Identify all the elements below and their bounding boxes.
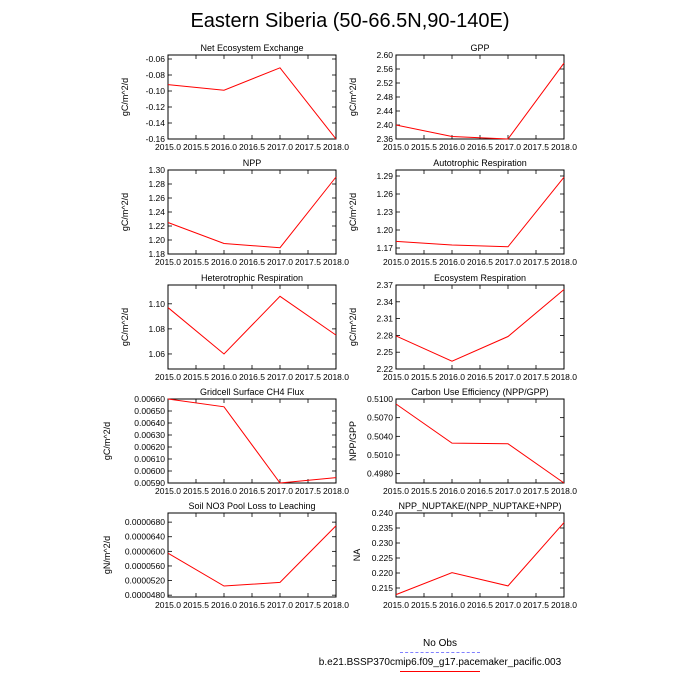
x-tick-label: 2015.0	[383, 600, 409, 610]
x-tick-label: 2016.0	[439, 486, 465, 496]
panel-title: Gridcell Surface CH4 Flux	[199, 387, 305, 397]
x-tick-label: 2017.0	[495, 142, 521, 152]
x-tick-label: 2017.5	[523, 600, 549, 610]
page-title: Eastern Siberia (50-66.5N,90-140E)	[190, 10, 510, 32]
y-tick-label: 0.0000480	[124, 590, 165, 601]
x-tick-label: 2017.0	[495, 600, 521, 610]
series-line	[396, 177, 564, 247]
y-axis-label: gC/m^2/d	[120, 307, 130, 347]
x-tick-label: 2018.0	[323, 600, 349, 610]
panel-title: GPP	[470, 43, 490, 53]
x-tick-label: 2016.5	[239, 142, 265, 152]
y-tick-label: 0.5070	[367, 412, 393, 423]
x-tick-label: 2016.0	[211, 486, 237, 496]
y-tick-label: -0.12	[145, 102, 165, 112]
y-tick-label: 1.10	[148, 298, 165, 309]
series-line	[396, 63, 564, 139]
plot-frame	[168, 170, 336, 254]
y-tick-label: 1.20	[148, 235, 165, 245]
panel-title: NPP	[242, 158, 262, 168]
y-tick-label: 2.44	[376, 106, 393, 116]
x-tick-label: 2018.0	[551, 257, 577, 267]
series-line	[168, 68, 336, 139]
y-tick-label: 0.00630	[134, 430, 165, 440]
y-tick-label: 2.25	[376, 347, 393, 358]
x-tick-label: 2015.5	[183, 142, 209, 152]
panel-title: NPP_NUPTAKE/(NPP_NUPTAKE+NPP)	[398, 501, 562, 511]
legend-model-line	[400, 671, 480, 672]
y-tick-label: -0.06	[145, 54, 165, 64]
panel-title: Carbon Use Efficiency (NPP/GPP)	[411, 387, 549, 397]
y-tick-label: 2.48	[376, 92, 393, 102]
y-tick-label: 2.40	[376, 120, 393, 130]
series-line	[168, 399, 336, 483]
chart-panel-5	[348, 273, 577, 382]
x-tick-label: 2018.0	[323, 486, 349, 496]
x-tick-label: 2017.0	[495, 257, 521, 267]
chart-panel-2	[120, 158, 349, 267]
y-tick-label: 2.60	[376, 50, 393, 60]
x-tick-label: 2016.5	[239, 486, 265, 496]
y-tick-label: 2.22	[376, 364, 393, 374]
chart-panel-0	[120, 43, 349, 152]
legend-model-label: b.e21.BSSP370cmip6.f09_g17.pacemaker_pacific.003	[318, 657, 562, 668]
x-tick-label: 2016.5	[239, 372, 265, 382]
chart-panel-1	[348, 43, 577, 152]
y-tick-label: 1.08	[148, 323, 165, 334]
x-tick-label: 2015.0	[155, 600, 181, 610]
x-tick-label: 2015.5	[183, 486, 209, 496]
y-tick-label: 0.235	[371, 523, 393, 533]
series-line	[168, 177, 336, 248]
x-tick-label: 2017.5	[523, 257, 549, 267]
x-tick-label: 2015.5	[411, 257, 437, 267]
x-tick-label: 2018.0	[551, 600, 577, 610]
y-tick-label: 2.52	[376, 78, 393, 88]
x-tick-label: 2015.5	[411, 372, 437, 382]
y-tick-label: 0.00600	[134, 466, 165, 476]
x-tick-label: 2018.0	[323, 142, 349, 152]
y-tick-label: 1.28	[148, 179, 165, 189]
x-tick-label: 2017.0	[495, 372, 521, 382]
x-tick-label: 2017.5	[295, 486, 321, 496]
y-axis-label: NPP/GPP	[348, 420, 358, 462]
x-tick-label: 2015.0	[155, 257, 181, 267]
y-tick-label: 2.56	[376, 64, 393, 74]
y-tick-label: 0.00660	[134, 394, 165, 404]
y-tick-label: 0.00640	[134, 418, 165, 428]
plot-frame	[396, 285, 564, 369]
y-axis-label: gC/m^2/d	[348, 77, 358, 117]
x-tick-label: 2017.5	[295, 257, 321, 267]
y-axis-label: gC/m^2/d	[120, 77, 130, 117]
x-tick-label: 2016.0	[211, 142, 237, 152]
series-line	[396, 289, 564, 361]
y-axis-label: NA	[352, 548, 362, 562]
panel-title: Ecosystem Respiration	[433, 273, 527, 283]
y-tick-label: 1.06	[148, 348, 165, 359]
x-tick-label: 2015.0	[383, 142, 409, 152]
x-tick-label: 2015.5	[411, 600, 437, 610]
x-tick-label: 2015.0	[155, 372, 181, 382]
y-axis-label: gC/m^2/d	[102, 421, 112, 461]
x-tick-label: 2018.0	[551, 486, 577, 496]
y-tick-label: 0.0000520	[124, 575, 165, 586]
plot-frame	[168, 285, 336, 369]
x-tick-label: 2018.0	[551, 142, 577, 152]
chart-panel-3	[348, 158, 577, 267]
y-tick-label: 0.240	[371, 508, 393, 518]
y-tick-label: 0.5010	[367, 450, 393, 460]
x-tick-label: 2015.5	[411, 142, 437, 152]
x-tick-label: 2017.0	[267, 486, 293, 496]
x-tick-label: 2016.5	[467, 257, 493, 267]
y-tick-label: 0.00590	[134, 478, 165, 488]
y-tick-label: 1.23	[376, 207, 393, 217]
x-tick-label: 2015.0	[155, 486, 181, 496]
x-tick-label: 2018.0	[323, 372, 349, 382]
x-tick-label: 2015.0	[383, 372, 409, 382]
x-tick-label: 2016.5	[467, 372, 493, 382]
x-tick-label: 2015.5	[183, 372, 209, 382]
y-tick-label: 0.230	[371, 538, 393, 548]
chart-panel-4	[120, 273, 349, 382]
y-tick-label: 0.5040	[367, 431, 393, 442]
plot-frame	[168, 399, 336, 483]
x-tick-label: 2016.0	[439, 257, 465, 267]
y-tick-label: -0.16	[145, 134, 165, 144]
y-tick-label: 0.220	[371, 568, 393, 578]
y-tick-label: 2.37	[376, 280, 393, 290]
x-tick-label: 2018.0	[551, 372, 577, 382]
x-tick-label: 2016.0	[211, 600, 237, 610]
x-tick-label: 2016.0	[439, 600, 465, 610]
series-line	[396, 523, 564, 595]
x-tick-label: 2016.0	[211, 257, 237, 267]
x-tick-label: 2016.5	[467, 142, 493, 152]
x-tick-label: 2016.0	[211, 372, 237, 382]
y-tick-label: 1.20	[376, 225, 393, 235]
x-tick-label: 2015.0	[155, 142, 181, 152]
y-tick-label: 0.225	[371, 553, 393, 563]
chart-panel-6	[102, 387, 349, 496]
y-tick-label: 2.34	[376, 296, 393, 307]
y-tick-label: 1.17	[376, 243, 393, 253]
legend-obs-line	[400, 652, 480, 653]
panel-title: Net Ecosystem Exchange	[200, 43, 304, 53]
plot-frame	[168, 55, 336, 139]
panel-title: Heterotrophic Respiration	[200, 273, 304, 283]
plot-frame	[396, 399, 564, 483]
x-tick-label: 2016.0	[439, 142, 465, 152]
y-tick-label: 0.215	[371, 583, 393, 593]
y-tick-label: 0.00610	[134, 454, 165, 464]
x-tick-label: 2017.0	[495, 486, 521, 496]
panel-title: Autotrophic Respiration	[433, 158, 527, 168]
y-tick-label: -0.08	[145, 70, 165, 80]
y-tick-label: 1.26	[376, 189, 393, 199]
x-tick-label: 2017.5	[295, 600, 321, 610]
x-tick-label: 2017.0	[267, 372, 293, 382]
y-tick-label: 1.22	[148, 221, 165, 231]
y-tick-label: 1.18	[148, 249, 165, 259]
chart-panel-8	[102, 501, 349, 610]
y-tick-label: 1.26	[148, 193, 165, 203]
x-tick-label: 2017.5	[523, 142, 549, 152]
y-tick-label: 0.00650	[134, 406, 165, 416]
x-tick-label: 2016.5	[239, 600, 265, 610]
x-tick-label: 2015.5	[183, 600, 209, 610]
x-tick-label: 2017.5	[523, 486, 549, 496]
y-tick-label: 2.28	[376, 330, 393, 341]
x-tick-label: 2015.0	[383, 486, 409, 496]
y-tick-label: 0.0000600	[124, 546, 165, 557]
legend-obs-label: No Obs	[423, 638, 457, 649]
x-tick-label: 2016.5	[239, 257, 265, 267]
x-tick-label: 2017.5	[523, 372, 549, 382]
legend	[300, 638, 580, 676]
x-tick-label: 2017.5	[295, 142, 321, 152]
y-tick-label: 0.0000640	[124, 531, 165, 542]
y-tick-label: 0.0000680	[124, 517, 165, 528]
y-tick-label: 1.29	[376, 171, 393, 181]
y-tick-label: 0.5100	[367, 394, 393, 404]
y-tick-label: 0.0000560	[124, 560, 165, 571]
x-tick-label: 2016.5	[467, 486, 493, 496]
series-line	[396, 404, 564, 483]
x-tick-label: 2015.5	[411, 486, 437, 496]
y-tick-label: 1.30	[148, 165, 165, 175]
chart-panel-7	[348, 387, 577, 496]
x-tick-label: 2016.5	[467, 600, 493, 610]
y-tick-label: -0.14	[145, 118, 165, 128]
series-line	[168, 296, 336, 354]
x-tick-label: 2017.5	[295, 372, 321, 382]
y-axis-label: gN/m^2/d	[102, 535, 112, 575]
y-tick-label: 1.24	[148, 207, 165, 217]
plot-frame	[396, 170, 564, 254]
x-tick-label: 2017.0	[267, 142, 293, 152]
chart-panel-9	[352, 501, 577, 610]
x-tick-label: 2015.0	[383, 257, 409, 267]
y-tick-label: -0.10	[145, 86, 165, 96]
panel-title: Soil NO3 Pool Loss to Leaching	[188, 501, 316, 511]
y-tick-label: 0.4980	[367, 468, 393, 479]
x-tick-label: 2017.0	[267, 600, 293, 610]
x-tick-label: 2017.0	[267, 257, 293, 267]
series-line	[168, 526, 336, 586]
y-axis-label: gC/m^2/d	[120, 192, 130, 232]
y-tick-label: 0.00620	[134, 442, 165, 452]
x-tick-label: 2015.5	[183, 257, 209, 267]
y-axis-label: gC/m^2/d	[348, 307, 358, 347]
y-axis-label: gC/m^2/d	[348, 192, 358, 232]
y-tick-label: 2.36	[376, 134, 393, 144]
x-tick-label: 2016.0	[439, 372, 465, 382]
x-tick-label: 2018.0	[323, 257, 349, 267]
y-tick-label: 2.31	[376, 313, 393, 324]
